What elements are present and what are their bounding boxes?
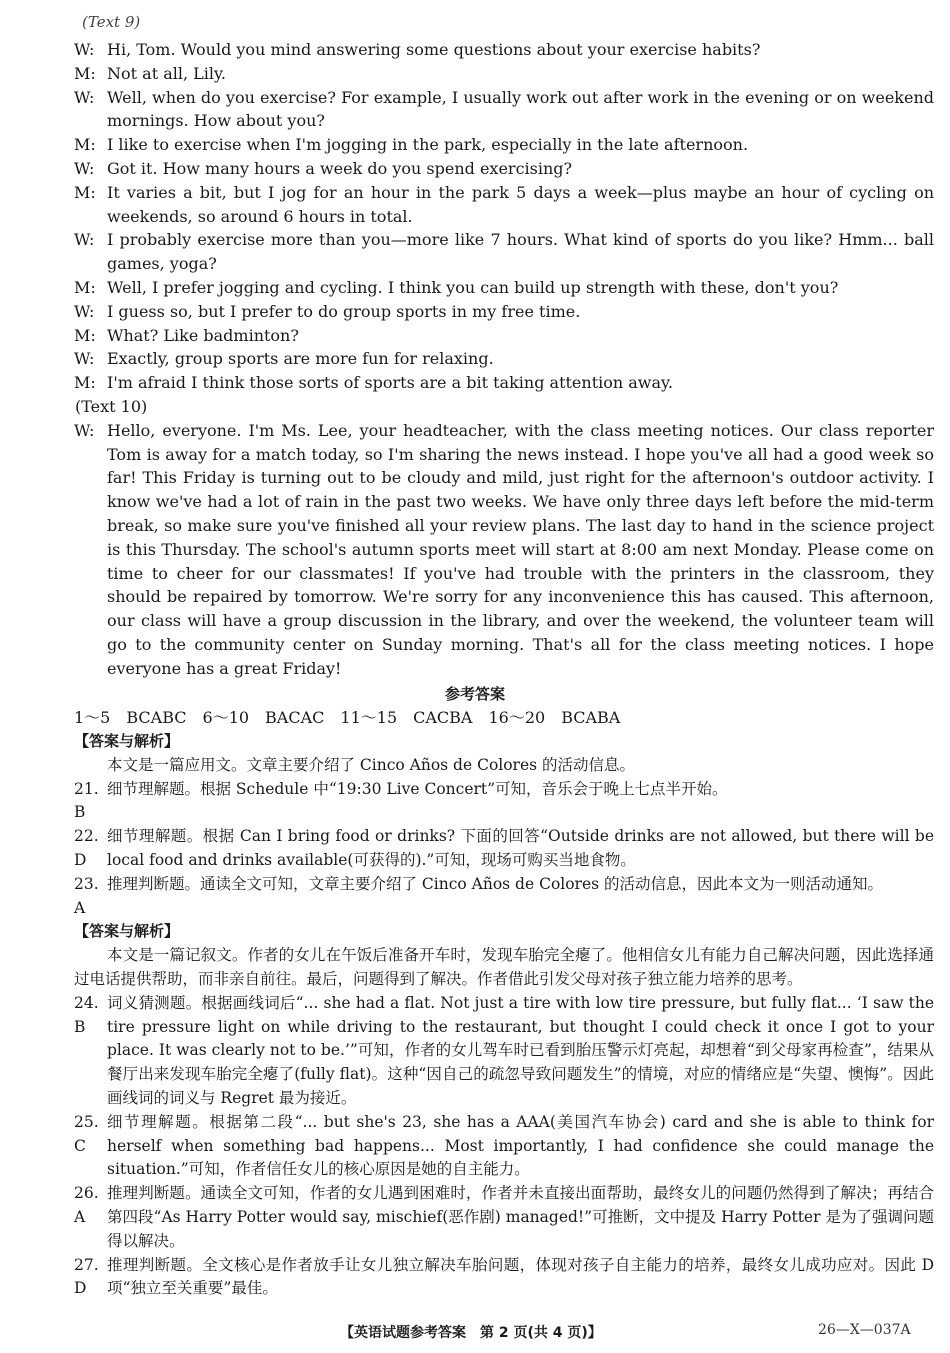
answer-number: 23. A [74,874,99,917]
answer-item [74,873,934,921]
answer-number: 24. B [74,993,99,1036]
footer-code: 26—X—037A [818,1322,911,1338]
answer-number: 25. C [74,1112,99,1155]
speaker: M: [74,373,96,393]
answer-item [74,778,934,826]
dialogue-line [74,347,934,371]
speaker: M: [74,182,96,202]
answer-number: 22. D [74,827,99,869]
answer-item [74,1182,934,1253]
explanations [74,730,934,1301]
answers-title: 参考答案 [444,685,505,703]
answer-explanation: 词义猜测题。根据画线词后“... she had a flat. Not just a tire with low tire pressure, but fully flat... ‘I saw the tire pressure light on while driving to the restaurant, but thought I could check it once I got to your place. It was clearly not to be.’”可知，作者的女儿驾车时已看到胎压警示灯亮起，却想着“到父母家再检查”，结果从餐厅出来发现车胎完全瘪了(fully flat)。这种“因自己的疏忽导致问题发生”的情境，对应的情绪应是“失望、懊悔”。因此画线词的词义与 Regret 最为接近。 [107,993,934,1107]
speaker: W: [74,301,95,321]
speaker: M: [74,277,96,297]
section-heading: 【答案与解析】 [74,732,180,750]
speaker: M: [74,325,96,345]
utterance: It varies a bit, but I jog for an hour in the park 5 days a week—plus maybe an hour of cycling on weekends, so around 6 hours in total. [107,182,934,226]
answer-key: 1～5 BCABC 6～10 BACAC 11～15 CACBA 16～20 BCABA [74,708,621,727]
utterance: I probably exercise more than you—more like 7 hours. What kind of sports do you like? Hmm... ball games, yoga? [107,230,934,274]
page-footer [0,1322,950,1350]
speaker: M: [74,135,96,155]
answer-explanation: 细节理解题。根据第二段“... but she's 23, she has a AAA(美国汽车协会) card and she is able to think for herself when something bad happens... Most importantly, I had confidence she could manage the situation.”可知，作者信任女儿的核心原因是她的自主能力。 [107,1112,934,1179]
answer-item [74,1111,934,1182]
speaker: W: [74,420,95,440]
dialogue-line [74,228,934,276]
answer-item [74,992,934,1111]
answer-explanation: 细节理解题。根据 Can I bring food or drinks? 下面的回答“Outside drinks are not allowed, but there will be local food and drinks available(可获得的).”可知，现场可购买当地食物。 [107,827,934,869]
dialogue-line [74,371,934,395]
answer-explanation: 推理判断题。通读全文可知，作者的女儿遇到困难时，作者并未直接出面帮助，最终女儿的问题仍然得到了解决；再结合第四段“As Harry Potter would say, mischief(恶作剧) managed!”可推断，文中提及 Harry Potter 是为了强调问题得以解决。 [107,1184,934,1250]
speaker: W: [74,40,95,59]
speaker: W: [74,230,95,250]
dialogue-line [74,181,934,229]
dialogue-line [74,38,934,62]
text10-label: (Text 10) [75,396,148,416]
answer-item [74,825,934,873]
speaker: W: [74,158,95,178]
answer-number: 27. D [74,1255,99,1298]
answer-explanation: 细节理解题。根据 Schedule 中“19:30 Live Concert”可知，音乐会于晚上七点半开始。 [107,779,728,798]
dialogue-line [74,133,934,157]
utterance: Got it. How many hours a week do you spend exercising? [107,158,573,178]
answer-explanation: 推理判断题。通读全文可知，文章主要介绍了 Cinco Años de Colores 的活动信息，因此本文为一则活动通知。 [107,874,884,893]
dialogue-line [74,300,934,324]
dialogue-line [74,62,934,86]
section-heading: 【答案与解析】 [74,922,180,941]
footer-page-info: 【英语试题参考答案 第 2 页(共 4 页)】 [340,1325,602,1341]
section-intro: 本文是一篇记叙文。作者的女儿在午饭后准备开车时，发现车胎完全瘪了。他相信女儿有能力自己解决问题，因此选择通过电话提供帮助，而非亲自前往。最后，问题得到了解决。作者借此引发父母对孩子独立能力培养的思考。 [74,946,934,988]
utterance: Exactly, group sports are more fun for relaxing. [107,349,494,369]
answer-number: 26. A [74,1184,99,1226]
answer-item [74,1254,934,1302]
text9-label: (Text 9) [82,13,141,31]
utterance: I like to exercise when I'm jogging in the park, especially in the late afternoon. [107,135,749,155]
dialogue-line [74,86,934,134]
utterance: Well, I prefer jogging and cycling. I think you can build up strength with these, don't you? [107,277,839,297]
answer-number: 21. B [74,779,99,822]
speaker: W: [74,349,95,369]
monologue [74,419,934,681]
utterance: Not at all, Lily. [107,63,227,83]
utterance: Well, when do you exercise? For example, I usually work out after work in the evening or on weekend mornings. How about you? [107,87,934,131]
transcript [74,38,934,681]
utterance: Hi, Tom. Would you mind answering some questions about your exercise habits? [107,40,761,59]
speaker: M: [74,63,96,83]
dialogue-line [74,324,934,348]
utterance: I guess so, but I prefer to do group sports in my free time. [107,301,581,321]
answer-explanation: 推理判断题。全文核心是作者放手让女儿独立解决车胎问题，体现对孩子自主能力的培养，最终女儿成功应对。因此 D 项“独立至关重要”最佳。 [107,1255,934,1298]
dialogue-line [74,276,934,300]
speaker: W: [74,87,95,107]
utterance: Hello, everyone. I'm Ms. Lee, your headteacher, with the class meeting notices. Our class reporter Tom is away for a match today, so I'm sharing the news instead. I hope you've all had a good week so far! This Friday is turning out to be cloudy and mild, just right for the afternoon's outdoor activity. I know we've had a lot of rain in the past two weeks. We have only three days left before the mid-term break, so make sure you've finished all your review plans. The last day to hand in the science project is this Thursday. The school's autumn sports meet will start at 8:00 am next Monday. Please come on time to cheer for our classmates! If you've had trouble with the printers in the classroom, they should be repaired by tomorrow. We're sorry for any inconvenience this has caused. This afternoon, our class will have a group discussion in the library, and over the weekend, the volunteer team will go to the community center on Sunday morning. That's all for the class meeting notices. I hope everyone has a great Friday! [107,420,934,678]
dialogue-line [74,157,934,181]
utterance: What? Like badminton? [107,325,299,345]
utterance: I'm afraid I think those sorts of sports are a bit taking attention away. [107,373,674,393]
section-intro: 本文是一篇应用文。文章主要介绍了 Cinco Años de Colores 的活动信息。 [107,755,636,774]
